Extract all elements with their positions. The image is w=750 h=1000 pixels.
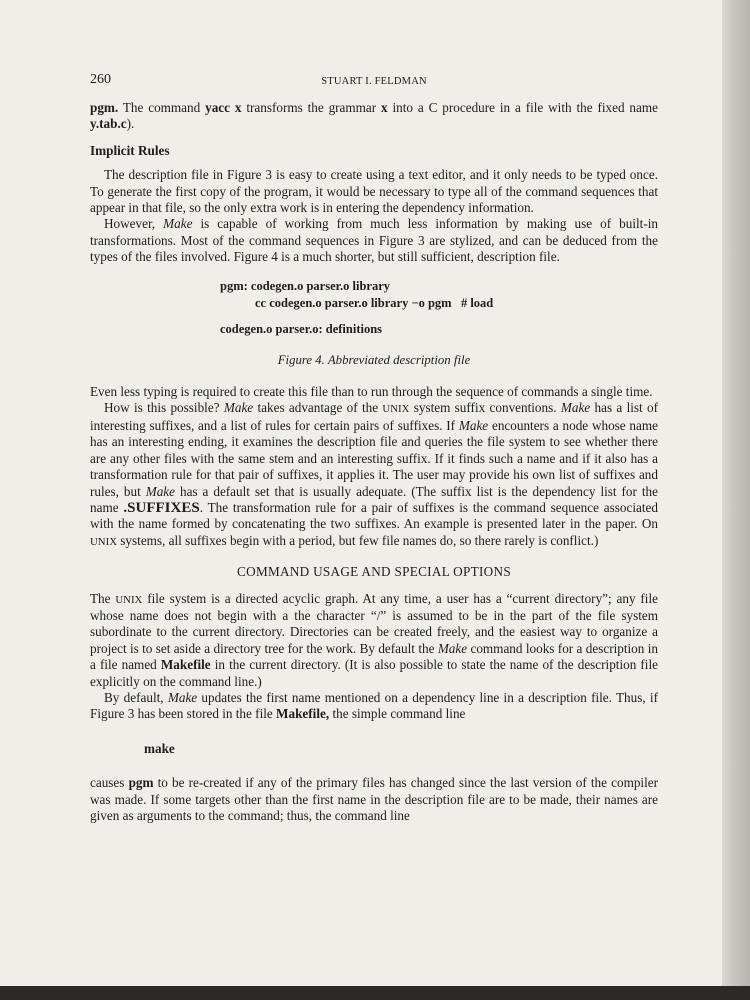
suffix-p2-b: takes advantage of the <box>253 400 383 416</box>
command-usage-p2-a: By default, <box>104 689 168 705</box>
implicit-rules-paragraph-1: The description file in Figure 3 is easy to create using a text editor, and it only needs to be typed once. To generate the first copy of the program, it would be necessary to type all of the command sequences that appear in that file, so the only extra work is in entering the dependency information. <box>90 167 658 216</box>
command-usage-makefile-2: Makefile, <box>276 706 330 722</box>
suffix-unix-2: UNIX <box>90 535 117 548</box>
suffix-p2-f: has a default set that is usually adequate. (The suffix list is the dependency list for the name <box>90 483 658 515</box>
page-number: 260 <box>90 72 111 87</box>
suffix-p2-c: system suffix conventions. <box>409 400 561 416</box>
page-content <box>90 70 658 824</box>
intro-text-1: The command <box>118 100 206 115</box>
suffix-p2-a: How is this possible? <box>104 400 224 416</box>
suffix-unix-1: UNIX <box>382 403 410 416</box>
implicit-rules-p2-a: However, <box>104 216 164 232</box>
suffix-make-1: Make <box>223 400 254 416</box>
intro-text-3: into a C procedure in a file with the fixed name <box>387 100 658 115</box>
suffix-p2-h: systems, all suffixes begin with a period, but few file names do, so there rarely is conflict.) <box>117 532 599 548</box>
figure-4-caption: Figure 4. Abbreviated description file <box>277 352 471 367</box>
intro-ytab: y.tab.c <box>90 116 127 132</box>
command-usage-makefile: Makefile <box>160 657 211 673</box>
implicit-rules-make: Make <box>163 216 193 232</box>
suffix-paragraph-2 <box>90 400 658 550</box>
suffix-make-3: Make <box>458 417 489 433</box>
suffix-make-2: Make <box>560 400 591 416</box>
scan-bottom-band <box>0 986 750 1000</box>
command-usage-make-1: Make <box>437 640 468 656</box>
command-usage-heading: COMMAND USAGE AND SPECIAL OPTIONS <box>237 564 511 580</box>
figure-4-code <box>90 278 658 338</box>
intro-x: x <box>381 100 388 115</box>
command-usage-paragraph-3 <box>90 775 658 824</box>
command-usage-p1-b: file system is a directed acyclic graph. At any time, a user has a “current directory”; any file whose name does not begin with a the character “/” is assumed to be in the part of the file system subordinate to the current directory. Directories can be created freely, and the easiest way to organize a project is to set aside a directory tree for the work. By default the <box>90 590 658 656</box>
suffix-dot-suffixes: .SUFFIXES <box>123 499 200 516</box>
page-edge <box>722 0 750 1000</box>
implicit-rules-paragraph-2 <box>90 216 658 265</box>
implicit-rules-p2-b: is capable of working from much less information by making use of built-in transformations. Most of the command sequences in Figure 3 are stylized, and can be deduced from the types of the files involved. Figure 4 is a much shorter, but still sufficient, description file. <box>90 216 658 265</box>
intro-text-2: transforms the grammar <box>241 100 382 115</box>
command-usage-p1-d: in the current directory. (It is also possible to state the name of the description file explicitly on the command line.) <box>90 657 658 689</box>
suffix-paragraph-1: Even less typing is required to create this file than to run through the sequence of commands a single time. <box>90 384 653 400</box>
figure-4-line-2: cc codegen.o parser.o library −o pgm # load <box>255 295 494 310</box>
suffix-p2-d: has a list of interesting suffixes, and a list of rules for certain pairs of suffixes. If <box>90 400 658 433</box>
intro-yacc-command: yacc x <box>205 100 242 115</box>
figure-4-line-1: pgm: codegen.o parser.o library <box>220 278 391 293</box>
command-usage-unix: UNIX <box>115 593 143 606</box>
command-usage-pgm: pgm <box>128 775 154 791</box>
command-usage-p1-a: The <box>90 590 116 606</box>
intro-paragraph <box>90 100 658 133</box>
command-usage-p2-b: updates the first name mentioned on a dependency line in a description file. Thus, if Figure 3 has been stored in the file <box>90 689 658 722</box>
intro-text-4: ). <box>126 116 135 132</box>
implicit-rules-heading: Implicit Rules <box>90 142 170 158</box>
make-command-example: make <box>144 740 175 756</box>
command-usage-p3-a: causes <box>90 775 129 791</box>
command-usage-p3-b: to be re-created if any of the primary files has changed since the last version of the compiler was made. If some targets other than the first name in the description file are to be made, their names are given as arguments to the command; thus, the command line <box>90 775 659 823</box>
intro-pgm: pgm. <box>90 100 119 115</box>
running-head: STUART I. FELDMAN <box>321 76 427 87</box>
figure-4-line-3: codegen.o parser.o: definitions <box>220 321 383 336</box>
command-usage-paragraph-1 <box>90 591 658 690</box>
suffix-p2-g: . The transformation rule for a pair of suffixes is the command sequence associated with the name formed by concatenating the two suffixes. An example is presented later in the paper. On <box>90 499 658 532</box>
suffix-make-4: Make <box>145 483 176 499</box>
command-usage-make-2: Make <box>167 689 198 705</box>
command-usage-p1-c: command looks for a description in a file named <box>90 640 658 673</box>
suffix-p2-e: encounters a node whose name has an interesting ending, it examines the description file and queries the file system to see whether there are any other files with the same stem and an interesting suffix. If it finds such a name and if it also has a transformation rule for that pair of suffixes, it applies it. The user may provide his own list of suffixes and rules, but <box>90 417 658 499</box>
command-usage-p2-c: the simple command line <box>329 706 466 722</box>
page-header <box>90 70 658 92</box>
command-usage-paragraph-2 <box>90 690 658 723</box>
